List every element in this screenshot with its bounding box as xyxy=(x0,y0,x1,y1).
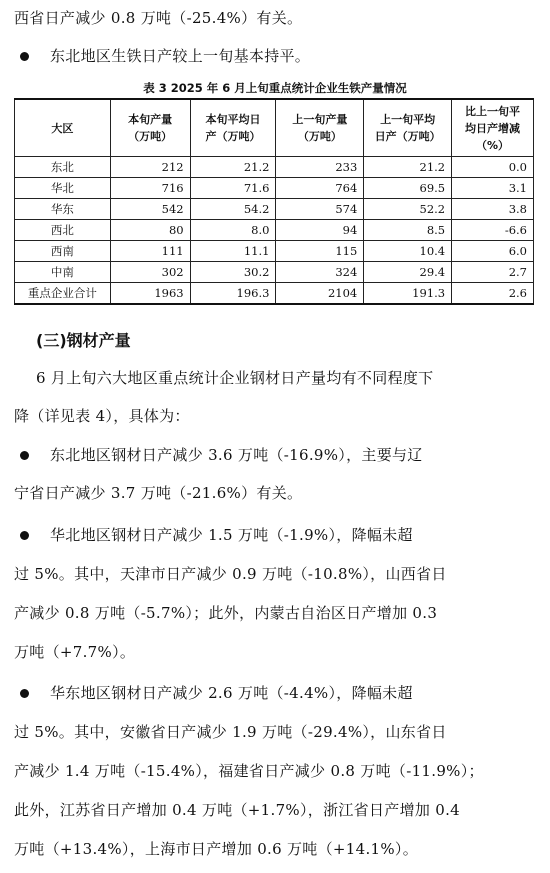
value-cell: 94 xyxy=(276,220,364,241)
value-cell: 8.0 xyxy=(190,220,276,241)
value-cell: 542 xyxy=(110,199,190,220)
column-header: 大区 xyxy=(15,99,111,157)
column-header: 上一旬产量 （万吨） xyxy=(276,99,364,157)
value-cell: 29.4 xyxy=(364,262,452,283)
value-cell: 3.8 xyxy=(452,199,534,220)
paragraph-line: 万吨（+7.7%）。 xyxy=(14,643,136,661)
value-cell: 80 xyxy=(110,220,190,241)
table-body xyxy=(15,157,534,305)
value-cell: 191.3 xyxy=(364,283,452,305)
value-cell: 8.5 xyxy=(364,220,452,241)
section-heading: (三)钢材产量 xyxy=(36,331,131,350)
value-cell: 3.1 xyxy=(452,178,534,199)
value-cell: 2104 xyxy=(276,283,364,305)
region-cell: 华东 xyxy=(15,199,111,220)
paragraph-line: 6 月上旬六大地区重点统计企业钢材日产量均有不同程度下 xyxy=(36,369,434,387)
value-cell: 11.1 xyxy=(190,241,276,262)
column-header: 本旬平均日 产（万吨） xyxy=(190,99,276,157)
value-cell: 21.2 xyxy=(364,157,452,178)
value-cell: 324 xyxy=(276,262,364,283)
table-row xyxy=(15,220,534,241)
bullet-dot-icon xyxy=(20,52,29,61)
table-row xyxy=(15,199,534,220)
value-cell: 764 xyxy=(276,178,364,199)
table-header-row xyxy=(15,99,534,157)
value-cell: 0.0 xyxy=(452,157,534,178)
value-cell: 302 xyxy=(110,262,190,283)
bullet-text: 东北地区钢材日产减少 3.6 万吨（-16.9%），主要与辽 xyxy=(50,446,423,464)
paragraph-line: 过 5%。其中，天津市日产减少 0.9 万吨（-10.8%），山西省日 xyxy=(14,565,447,583)
value-cell: 233 xyxy=(276,157,364,178)
value-cell: 2.6 xyxy=(452,283,534,305)
paragraph-line: 产减少 1.4 万吨（-15.4%），福建省日产减少 0.8 万吨（-11.9%）； xyxy=(14,762,484,780)
value-cell: 2.7 xyxy=(452,262,534,283)
bullet-text: 东北地区生铁日产较上一旬基本持平。 xyxy=(50,47,311,65)
value-cell: -6.6 xyxy=(452,220,534,241)
region-cell: 华北 xyxy=(15,178,111,199)
table-caption: 表 3 2025 年 6 月上旬重点统计企业生铁产量情况 xyxy=(143,81,407,95)
paragraph-line: 产减少 0.8 万吨（-5.7%）；此外，内蒙古自治区日产增加 0.3 xyxy=(14,604,438,622)
paragraph-line: 此外，江苏省日产增加 0.4 万吨（+1.7%），浙江省日产增加 0.4 xyxy=(14,801,460,819)
value-cell: 196.3 xyxy=(190,283,276,305)
pig-iron-production-table xyxy=(14,98,534,305)
table-row xyxy=(15,283,534,305)
value-cell: 115 xyxy=(276,241,364,262)
region-cell: 东北 xyxy=(15,157,111,178)
column-header: 上一旬平均 日产（万吨） xyxy=(364,99,452,157)
bullet-text: 华东地区钢材日产减少 2.6 万吨（-4.4%），降幅未超 xyxy=(50,684,413,702)
bullet-dot-icon xyxy=(20,451,29,460)
paragraph-line: 宁省日产减少 3.7 万吨（-21.6%）有关。 xyxy=(14,484,303,502)
value-cell: 10.4 xyxy=(364,241,452,262)
bullet-dot-icon xyxy=(20,689,29,698)
table-row xyxy=(15,262,534,283)
value-cell: 111 xyxy=(110,241,190,262)
region-cell: 西北 xyxy=(15,220,111,241)
paragraph-line: 过 5%。其中，安徽省日产减少 1.9 万吨（-29.4%），山东省日 xyxy=(14,723,447,741)
value-cell: 69.5 xyxy=(364,178,452,199)
region-cell: 西南 xyxy=(15,241,111,262)
column-header: 比上一旬平 均日产增减 （%） xyxy=(452,99,534,157)
value-cell: 716 xyxy=(110,178,190,199)
value-cell: 212 xyxy=(110,157,190,178)
column-header: 本旬产量 （万吨） xyxy=(110,99,190,157)
value-cell: 21.2 xyxy=(190,157,276,178)
table-row xyxy=(15,178,534,199)
value-cell: 52.2 xyxy=(364,199,452,220)
paragraph-line: 降（详见表 4），具体为： xyxy=(14,407,190,425)
value-cell: 6.0 xyxy=(452,241,534,262)
bullet-text: 华北地区钢材日产减少 1.5 万吨（-1.9%），降幅未超 xyxy=(50,526,413,544)
region-cell: 中南 xyxy=(15,262,111,283)
bullet-dot-icon xyxy=(20,531,29,540)
value-cell: 1963 xyxy=(110,283,190,305)
paragraph-line: 西省日产减少 0.8 万吨（-25.4%）有关。 xyxy=(14,9,303,27)
table-row xyxy=(15,157,534,178)
value-cell: 30.2 xyxy=(190,262,276,283)
value-cell: 574 xyxy=(276,199,364,220)
region-cell: 重点企业合计 xyxy=(15,283,111,305)
value-cell: 54.2 xyxy=(190,199,276,220)
value-cell: 71.6 xyxy=(190,178,276,199)
table-row xyxy=(15,241,534,262)
paragraph-line: 万吨（+13.4%），上海市日产增加 0.6 万吨（+14.1%）。 xyxy=(14,840,419,858)
